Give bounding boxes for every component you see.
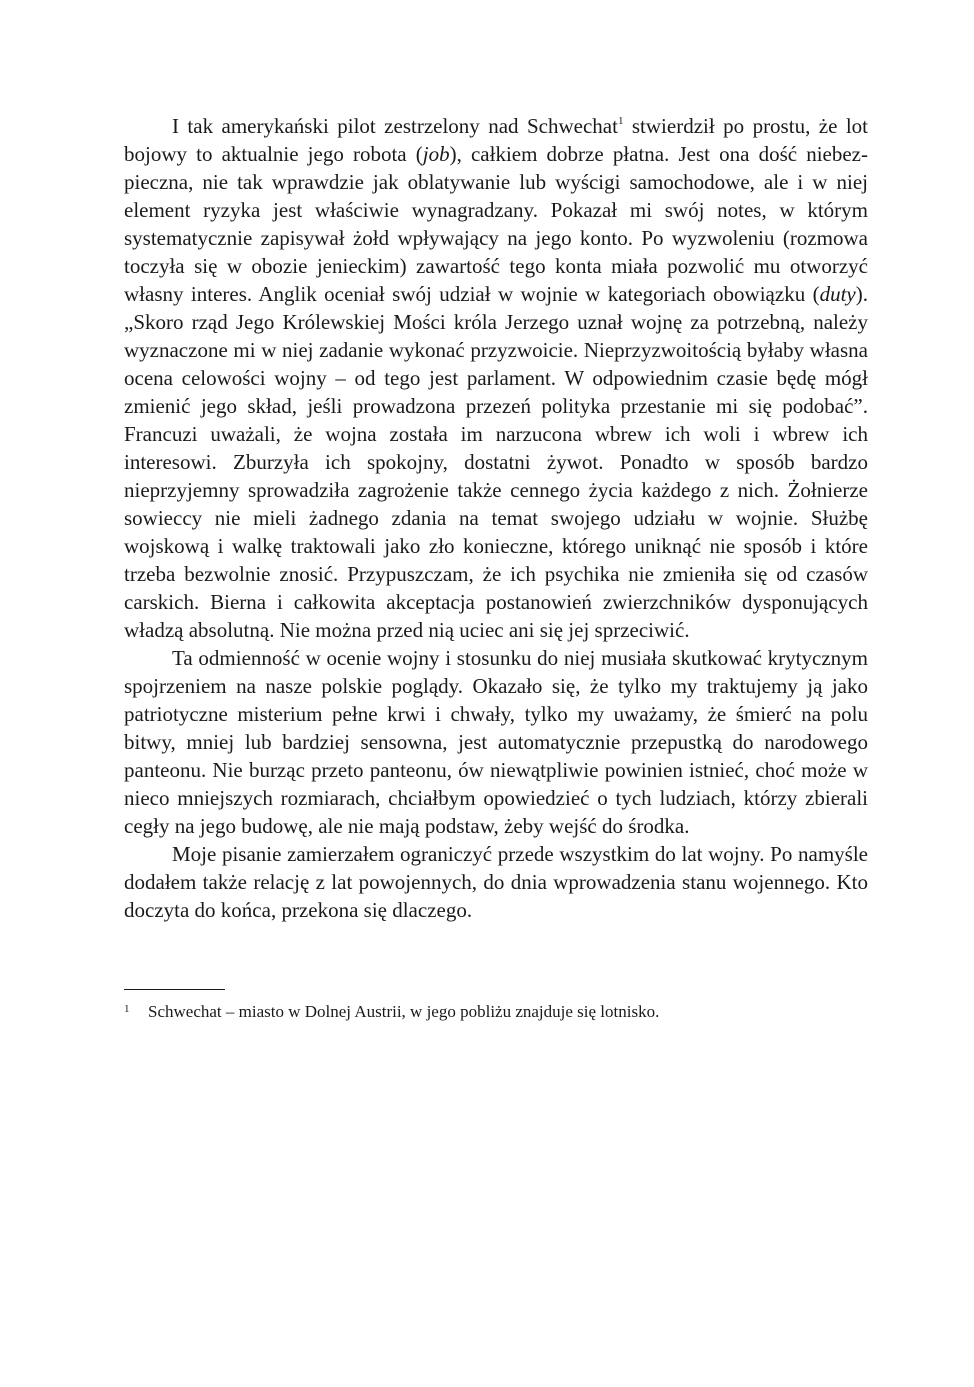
footnote-separator (124, 989, 225, 990)
paragraph-3: Moje pisanie zamierzałem ograniczyć przede wszystkim do lat wojny. Po namyśle dodałem także relację z lat powojennych, do dnia wprowadzenia stanu wojennego. Kto doczyta do końca, przekona się dlaczego. (124, 842, 868, 922)
italic-term-job: job (422, 142, 450, 166)
paragraph-1-text-c: ), całkiem dobrze płatna. Jest ona dość niebezpieczna, nie tak wprawdzie jak oblatywanie lub wyścigi samochodowe, ale i w niej element ryzyka jest właściwie wynagradzany. Pokazał mi swój notes, w którym systematycznie zapisywał żołd wpływający na jego konto. Po wyzwoleniu (rozmowa toczyła się w obozie jenieckim) zawartość tego konta miała pozwolić mu otworzyć własny interes. Anglik oceniał swój udział w wojnie w kategoriach obowiązku ( (124, 142, 869, 306)
italic-term-duty: duty (819, 282, 856, 306)
main-text (124, 112, 868, 924)
paragraph-2: Ta odmienność w ocenie wojny i stosunku do niej musiała skutkować krytycznym spojrzeniem na nasze polskie poglądy. Okazało się, że tylko my traktujemy ją jako patriotyczne misterium pełne krwi i chwały, tylko my uważamy, że śmierć na polu bitwy, mniej lub bardziej sensowna, jest automatycznie przepustką do narodowego panteonu. Nie burząc przeto panteonu, ów niewątpliwie powinien istnieć, choć może w nieco mniejszych rozmiarach, chciałbym opowiedzieć o tych ludziach, którzy zbierali cegły na jego budowę, ale nie mają podstaw, żeby wejść do środka. (124, 646, 868, 838)
footnote-number: 1 (124, 1003, 130, 1015)
paragraph-1-text-a: I tak amerykański pilot zestrzelony nad Schwechat (172, 114, 618, 138)
paragraph-1 (124, 112, 868, 644)
paragraph-1-text-b: stwierdził po prostu, że lot bojowy to aktualnie jego robota ( (124, 114, 868, 166)
paragraph-1-text-d: ). „Skoro rząd Jego Królewskiej Mości króla Jerzego uznał wojnę za potrzebną, należy wyznaczone mi w niej zadanie wykonać przyzwoicie. Nieprzyzwoitością byłaby własna ocena celowości wojny – od tego jest parlament. W odpowiednim czasie będę mógł zmienić jego skład, jeśli prowadzona przezeń polityka przestanie mi się podobać”. Francuzi uważali, że wojna została im narzucona wbrew ich woli i wbrew ich interesowi. Zburzyła ich spokojny, dostatni żywot. Ponadto w sposób bardzo nieprzyjemny sprowadziła zagrożenie także cennego życia każdego z nich. Żołnierze sowieccy nie mieli żadnego zdania na temat swojego udziału w wojnie. Służbę wojskową i walkę traktowali jako zło konieczne, którego uniknąć nie sposób i które trzeba bezwolnie znosić. Przypuszczam, że ich psychika nie zmieniła się od czasów carskich. Bierna i całkowita akceptacja postanowień zwierzchników dysponujących władzą absolutną. Nie można przed nią uciec ani się jej sprzeciwić. (124, 282, 868, 642)
footnote-reference[interactable]: 1 (617, 115, 624, 127)
footnote-text: Schwechat – miasto w Dolnej Austrii, w jego pobliżu znajduje się lotnisko. (148, 1002, 660, 1021)
